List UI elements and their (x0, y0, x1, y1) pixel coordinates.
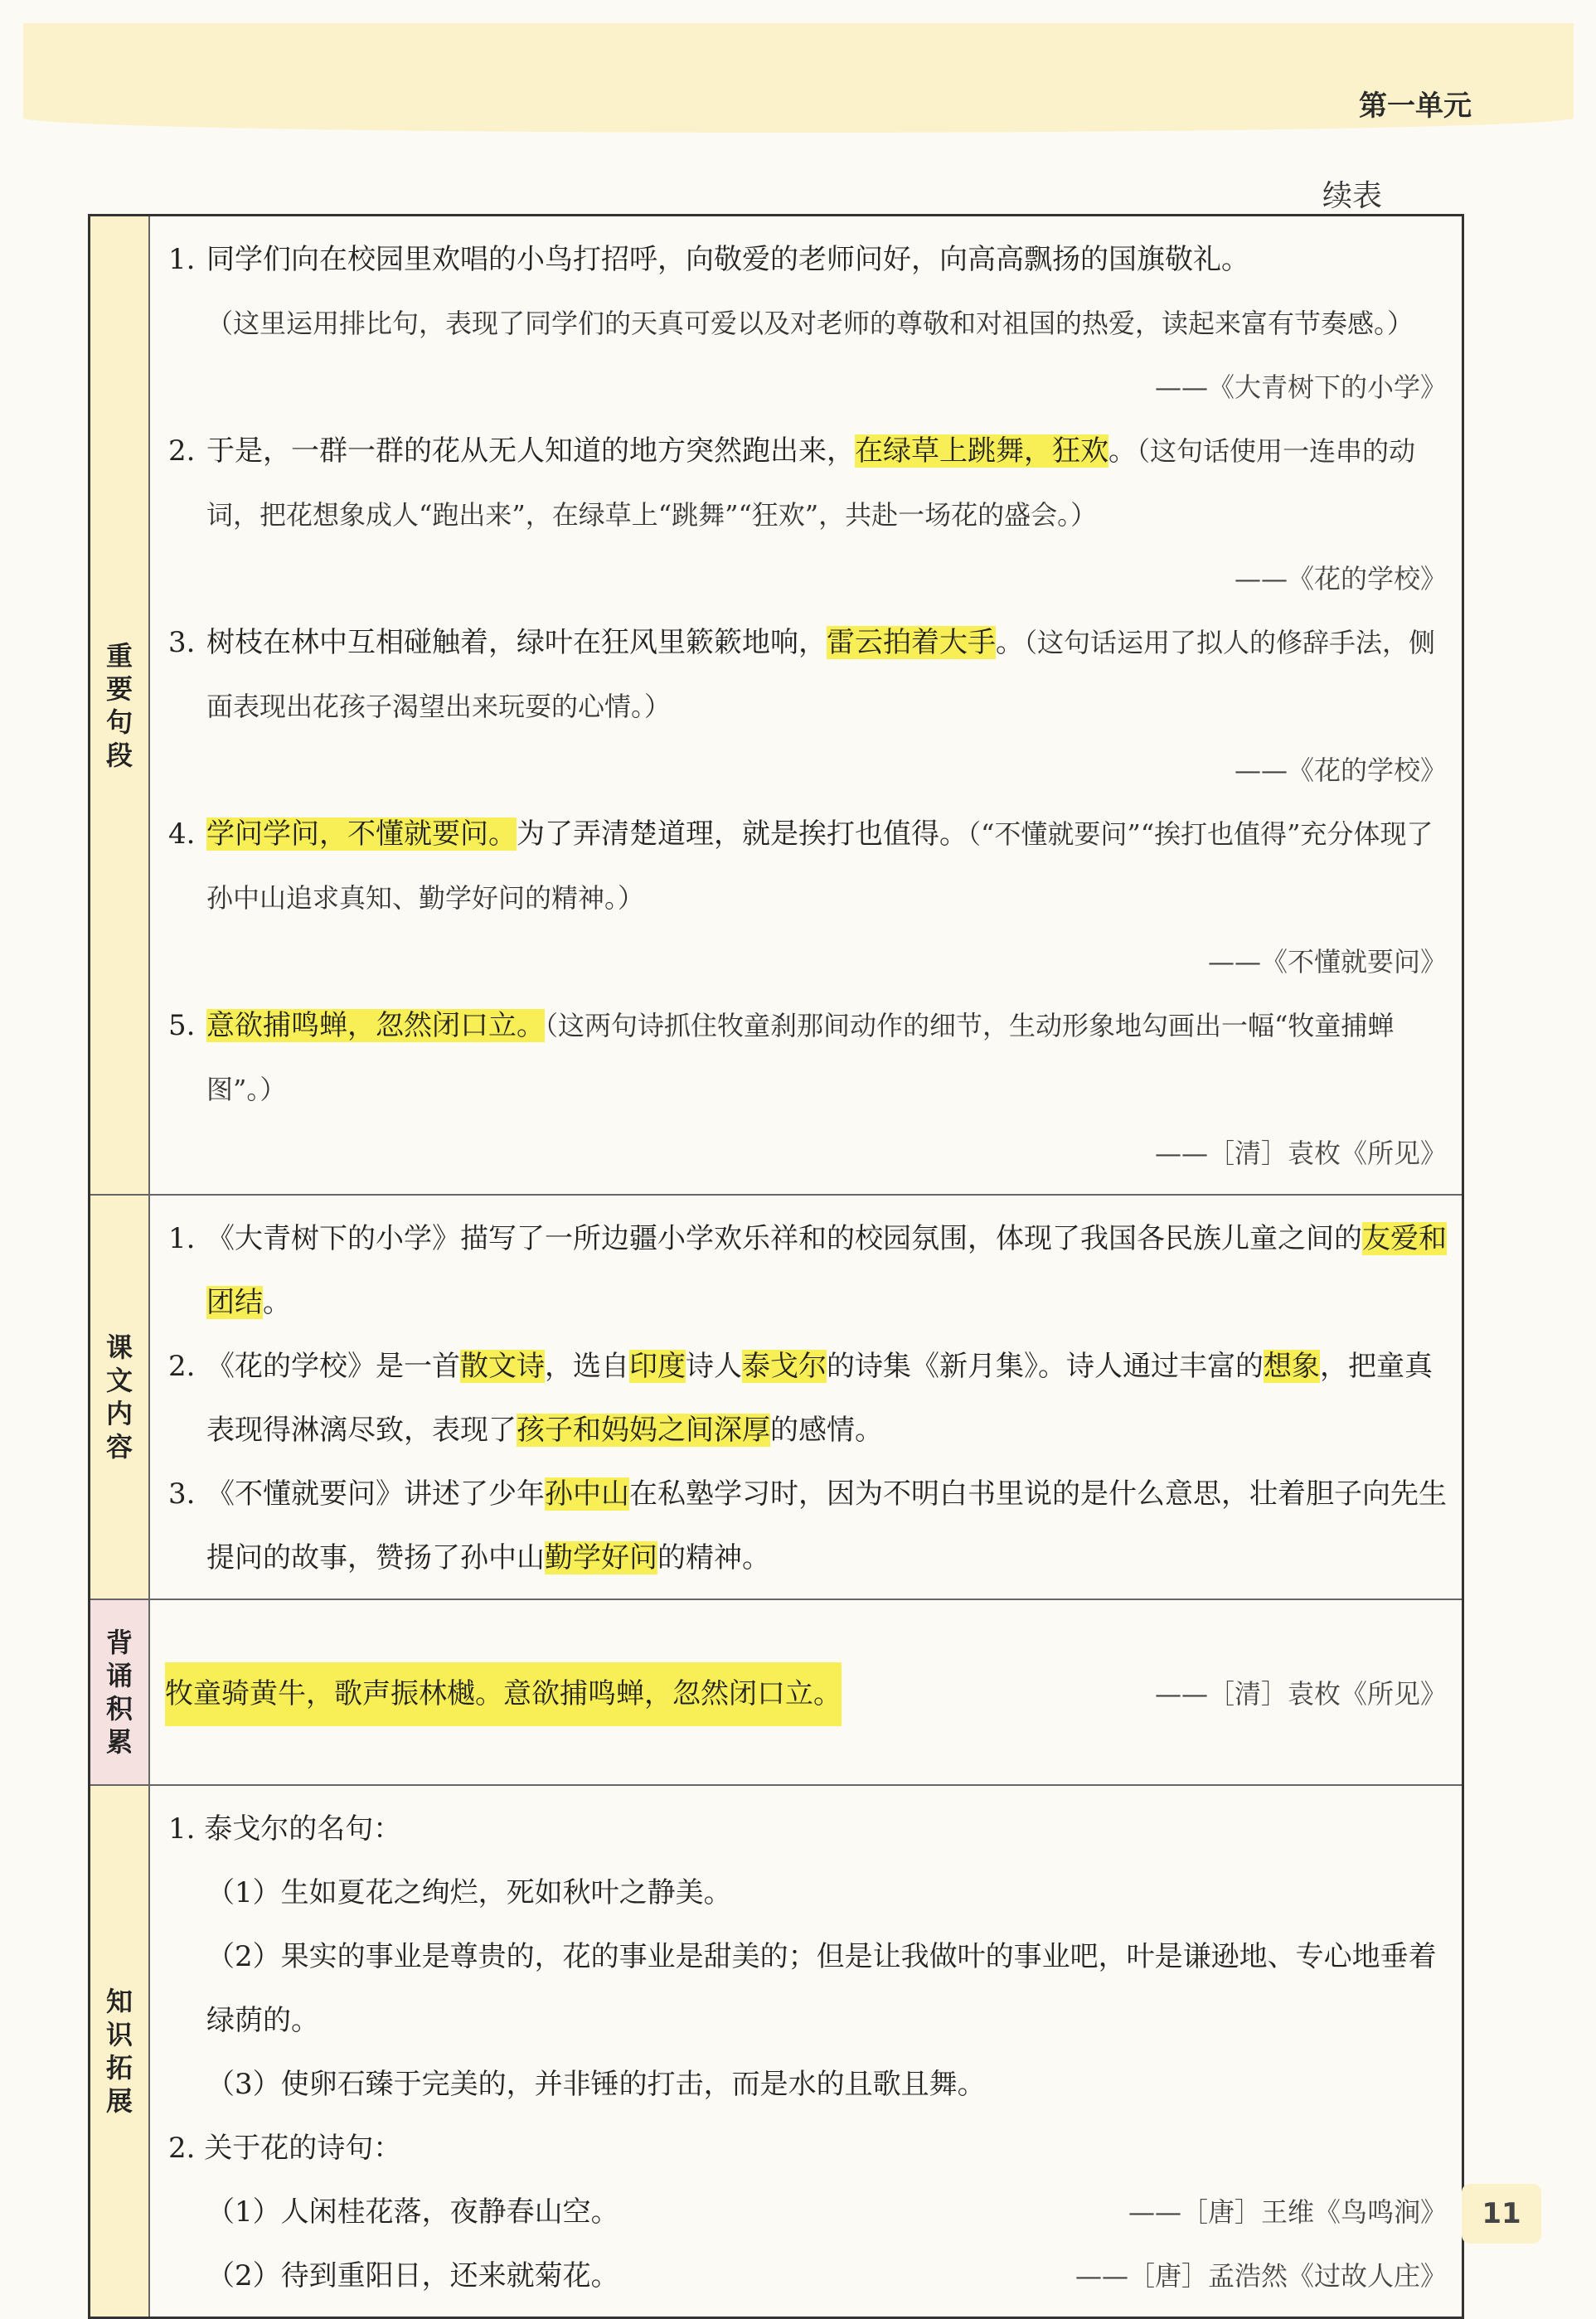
source: ——［清］袁枚《所见》 (1154, 1677, 1447, 1710)
continued-label: 续表 (1322, 179, 1383, 213)
highlight: 印度 (629, 1350, 686, 1383)
category-important-sentences: 重要句段 (90, 216, 150, 1196)
content-item-2: 2. 《花的学校》是一首散文诗，选自印度诗人泰戈尔的诗集《新月集》。诗人通过丰富的想象，把童真表现得淋漓尽致，表现了孩子和妈妈之间深厚的感情。 (168, 1350, 1433, 1447)
row-knowledge (90, 1785, 1463, 2318)
flower-poem: （1）人闲桂花落，夜静春山空。 ——［唐］王维《鸟鸣涧》 (206, 2195, 1447, 2229)
summary-table (88, 214, 1464, 2319)
source: ——《大青树下的小学》 (1154, 371, 1447, 403)
unit-label: 第一单元 (1359, 90, 1472, 123)
source: ——《花的学校》 (1234, 563, 1447, 594)
recitation-poem: 牧童骑黄牛，歌声振林樾。意欲捕鸣蝉，忽然闭口立。 (165, 1662, 842, 1726)
highlight: 雷云拍着大手 (827, 626, 996, 659)
highlight: 在绿草上跳舞，狂欢 (855, 434, 1108, 468)
important-sentences-content (149, 216, 1463, 1196)
highlight: 想象 (1264, 1350, 1320, 1383)
tagore-quote: （1）生如夏花之绚烂，死如秋叶之静美。 (206, 1876, 732, 1909)
row-important-sentences (90, 216, 1463, 1196)
highlight: 友爱和团结 (206, 1222, 1447, 1319)
text-content-content (149, 1195, 1463, 1599)
sentence-item-2: 2. 于是，一群一群的花从无人知道的地方突然跑出来，在绿草上跳舞，狂欢。（这句话使用一连串的动词，把花想象成人“跑出来”，在绿草上“跳舞”“狂欢”，共赴一场花的盛会。） ——《花的学校》 (168, 420, 1447, 611)
tagore-quote: （2）果实的事业是尊贵的，花的事业是甜美的；但是让我做叶的事业吧，叶是谦逊地、专心地垂着绿荫的。 (206, 1940, 1437, 2037)
header-band (23, 23, 1574, 133)
source: ——［清］袁枚《所见》 (1154, 1138, 1447, 1169)
row-recitation (90, 1599, 1463, 1785)
highlight: 孩子和妈妈之间深厚 (517, 1414, 770, 1447)
source: ——《不懂就要问》 (1207, 946, 1447, 978)
highlight: 勤学好问 (545, 1541, 657, 1574)
sentence-item-1: 1. 同学们向在校园里欢唱的小鸟打招呼，向敬爱的老师问好，向高高飘扬的国旗敬礼。 （这里运用排比句，表现了同学们的天真可爱以及对老师的尊敬和对祖国的热爱，读起来富有节奏感。） ——《大青树下的小学》 (168, 228, 1447, 420)
category-knowledge: 知识拓展 (90, 1785, 150, 2318)
highlight: 孙中山 (545, 1477, 629, 1511)
recitation-content (149, 1599, 1463, 1785)
tagore-quote: （3）使卵石臻于完美的，并非锤的打击，而是水的且歌且舞。 (206, 2068, 986, 2101)
category-text-content: 课文内容 (90, 1195, 150, 1599)
highlight: 学问学问，不懂就要问。 (206, 817, 517, 851)
highlight: 意欲捕鸣蝉，忽然闭口立。 (206, 1009, 545, 1042)
sentence-item-4: 4. 学问学问，不懂就要问。为了弄清楚道理，就是挨打也值得。（“不懂就要问”“挨打也值得”充分体现了孙中山追求真知、勤学好问的精神。） ——《不懂就要问》 (168, 803, 1447, 994)
content-item-1: 1. 《大青树下的小学》描写了一所边疆小学欢乐祥和的校园氛围，体现了我国各民族儿童之间的友爱和团结。 (168, 1222, 1447, 1319)
highlight: 散文诗 (460, 1350, 545, 1383)
knowledge-item-2-title: 2. 关于花的诗句： (168, 2132, 402, 2165)
flower-poem: （2）待到重阳日，还来就菊花。 ——［唐］孟浩然《过故人庄》 (206, 2259, 1447, 2292)
knowledge-content (149, 1785, 1463, 2318)
sentence-item-3: 3. 树枝在林中互相碰触着，绿叶在狂风里簌簌地响，雷云拍着大手。（这句话运用了拟人的修辞手法，侧面表现出花孩子渴望出来玩耍的心情。） ——《花的学校》 (168, 611, 1447, 803)
highlight: 泰戈尔 (742, 1350, 827, 1383)
content-item-3: 3. 《不懂就要问》讲述了少年孙中山在私塾学习时，因为不明白书里说的是什么意思，壮着胆子向先生提问的故事，赞扬了孙中山勤学好问的精神。 (168, 1477, 1447, 1574)
page-number: 11 (1462, 2184, 1541, 2244)
knowledge-item-1-title: 1. 泰戈尔的名句： (168, 1812, 402, 1846)
sentence-item-5: 5. 意欲捕鸣蝉，忽然闭口立。（这两句诗抓住牧童刹那间动作的细节，生动形象地勾画出一幅“牧童捕蝉图”。） ——［清］袁枚《所见》 (168, 994, 1447, 1186)
category-recitation: 背诵积累 (90, 1599, 150, 1785)
row-text-content (90, 1195, 1463, 1599)
source: ——《花的学校》 (1234, 754, 1447, 786)
